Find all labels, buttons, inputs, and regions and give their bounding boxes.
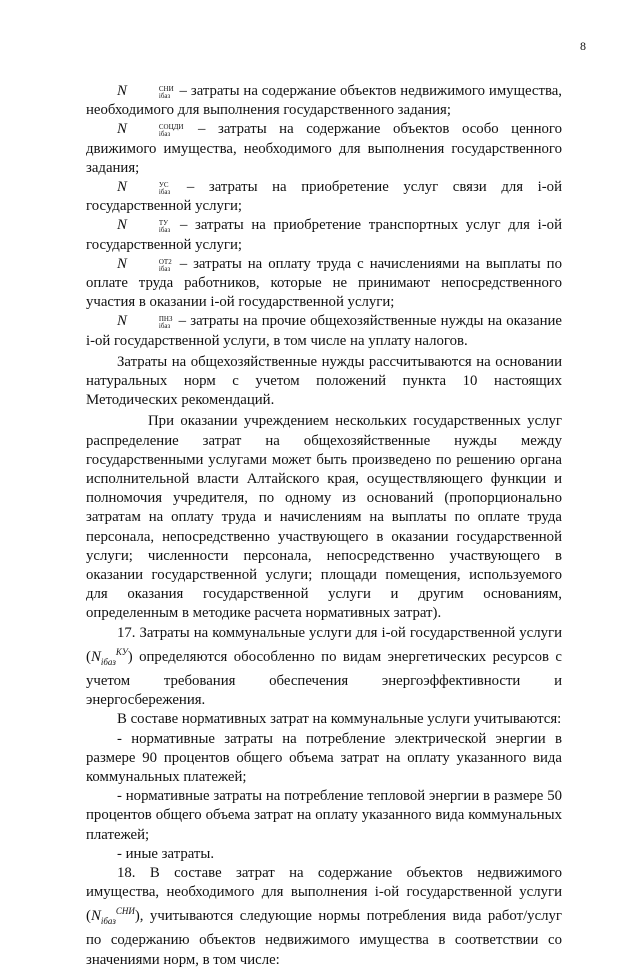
definition-pnz: N ПНЗ iбаз – затраты на прочие общехозяйственные нужды на оказание i-ой государственной услуги, в том числе на уплату налогов. [86,313,562,349]
symbol-ku: $N_{iбаз}^{КУ}$ [90,646,128,667]
list-item-electric: - нормативные затраты на потребление электрической энергии в размере 90 процентов общего объема затрат на оплату указанного вида коммунальных платежей; [86,730,562,785]
symbol-ot2: N ОТ2 iбаз [117,255,172,273]
symbol-sni: N СНИ iбаз [117,83,174,100]
page-number: 8 [580,39,586,53]
list-item-heat: - нормативные затраты на потребление тепловой энергии в размере 50 процентов общего объема затрат на оплату указанного вида коммунальных платежей; [86,788,562,843]
document-body [86,82,562,970]
list-item-other: - иные затраты. [117,845,215,862]
symbol-socdi: N СОЦДИ iбаз [117,121,184,139]
definition-sni: N СНИ iбаз – затраты на содержание объектов недвижимого имущества, необходимого для выполнения государственного задания; [86,83,562,119]
paragraph-18: 18. В составе затрат на содержание объектов недвижимого имущества, необходимого для выполнения i-ой государственной услуги $(N_{iбаз}^{СНИ})$, учитываются следующие нормы потребления вида работ/услуг по содержанию объектов недвижимого имущества в соответствии со значениями норм, в том числе: [86,865,562,968]
definition-tu: N ТУ iбаз – затраты на приобретение транспортных услуг для i-ой государственной услуги; [86,217,562,253]
paragraph-distribution: При оказании учреждением нескольких государственных услуг распределение затрат на общехозяйственные нужды между государственными услугами может быть произведено по решению органа исполнительной власти Алтайского края, осуществляющего функции и полномочия учредителя, по одному из оснований (пропорционально затратам на оплату труда и начислениям на выплаты по оплате труда персонала, непосредственно участвующего в оказании государственной услуги; численности персонала, непосредственно участвующего в оказании государственной услуги; площади помещения, используемого для оказания государственной услуги и другим основаниям, определенным в методике расчета нормативных затрат). [86,413,562,622]
symbol-tu: N ТУ iбаз [117,217,171,235]
definition-us: N УС iбаз – затраты на приобретение услуг связи для i-ой государственной услуги; [86,179,562,215]
symbol-us: N УС iбаз [117,179,171,197]
paragraph-17: 17. Затраты на коммунальные услуги для i-ой государственной услуги $(N_{iбаз}^{КУ})$ определяются обособленно по видам энергетических ресурсов с учетом требования обеспечения энергоэффективности и энергосбережения. [86,624,562,709]
paragraph-composition: В составе нормативных затрат на коммунальные услуги учитываются: [117,711,562,728]
symbol-pnz: N ПНЗ iбаз [117,313,173,331]
symbol-sni-18: $N_{iбаз}^{СНИ}$ [90,906,135,927]
definition-ot2: N ОТ2 iбаз – затраты на оплату труда с начислениями на выплаты по оплате труда работников, которые не принимают непосредственного участия в оказании i-ой государственной услуги; [86,255,562,311]
paragraph-natural-norms: Затраты на общехозяйственные нужды рассчитываются на основании натуральных норм с учетом положений пункта 10 настоящих Методических рекомендаций. [86,353,562,409]
definition-socdi: N СОЦДИ iбаз – затраты на содержание объектов особо ценного движимого имущества, необходимого для выполнения государственного задания; [86,121,562,176]
